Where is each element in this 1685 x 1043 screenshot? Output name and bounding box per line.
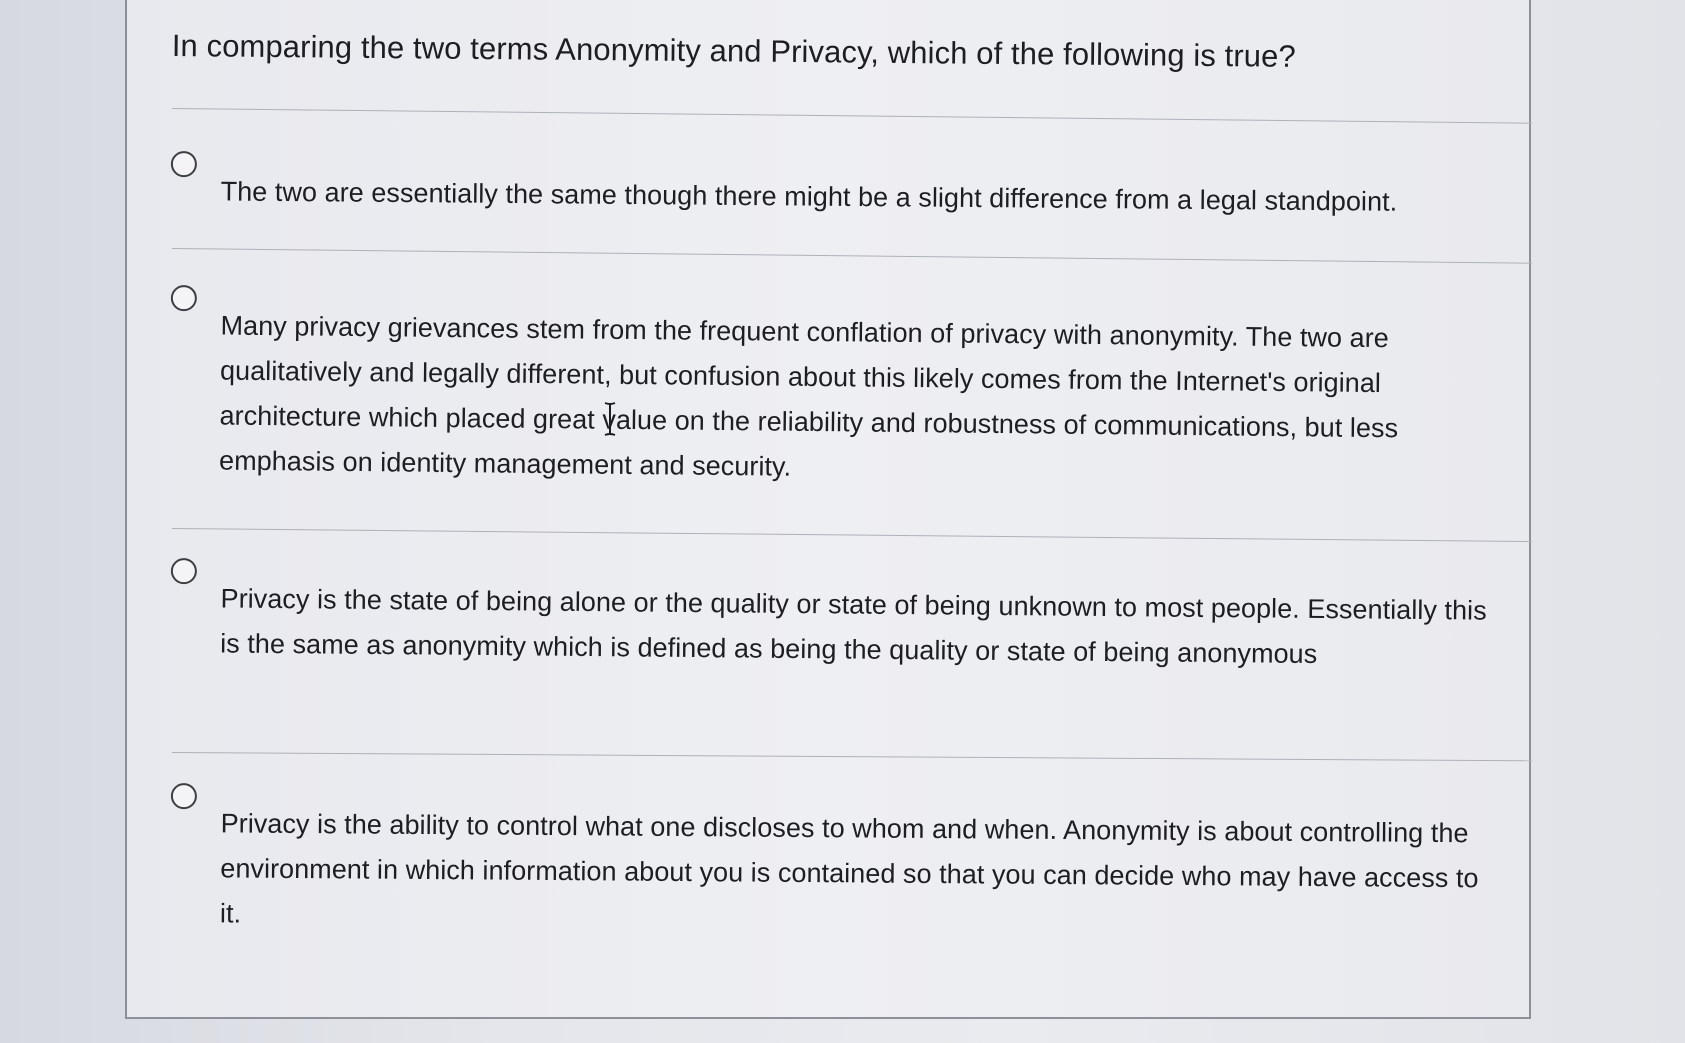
answer-option-b[interactable]: [171, 285, 1511, 482]
radio-unchecked-icon[interactable]: [171, 151, 197, 177]
divider: [172, 752, 1532, 761]
quiz-question-card: [125, 0, 1531, 1019]
answer-option-c[interactable]: [171, 558, 1511, 670]
divider: [172, 248, 1532, 264]
answer-option-d[interactable]: [171, 783, 1511, 929]
answer-option-a-text[interactable]: The two are essentially the same though there might be a slight difference from a legal standpoint.: [220, 176, 1398, 217]
radio-unchecked-icon[interactable]: [171, 285, 197, 311]
answer-option-b-text[interactable]: Many privacy grievances stem from the frequent conflation of privacy with anonymity. The two are qualitatively and legally different, but confusion about this likely comes from the Internet's original architecture which placed great value on the reliability and robustness of communications, but less emphasis on identity management and security.: [218, 310, 1399, 482]
answer-option-c-text[interactable]: Privacy is the state of being alone or the quality or state of being unknown to most people. Essentially this is the same as anonymity which is defined as being the quality or state of being anonymous: [220, 583, 1487, 670]
question-text: In comparing the two terms Anonymity and Privacy, which of the following is true?: [171, 27, 1296, 74]
divider: [172, 528, 1532, 542]
radio-unchecked-icon[interactable]: [171, 558, 197, 584]
text-cursor-icon: [603, 401, 617, 437]
radio-unchecked-icon[interactable]: [171, 783, 197, 809]
answer-option-a[interactable]: [171, 151, 1511, 217]
answer-option-d-text[interactable]: Privacy is the ability to control what one discloses to whom and when. Anonymity is about controlling the environment in which information about you is contained so that you can decide who may have access to it.: [219, 808, 1479, 929]
divider: [172, 108, 1532, 124]
